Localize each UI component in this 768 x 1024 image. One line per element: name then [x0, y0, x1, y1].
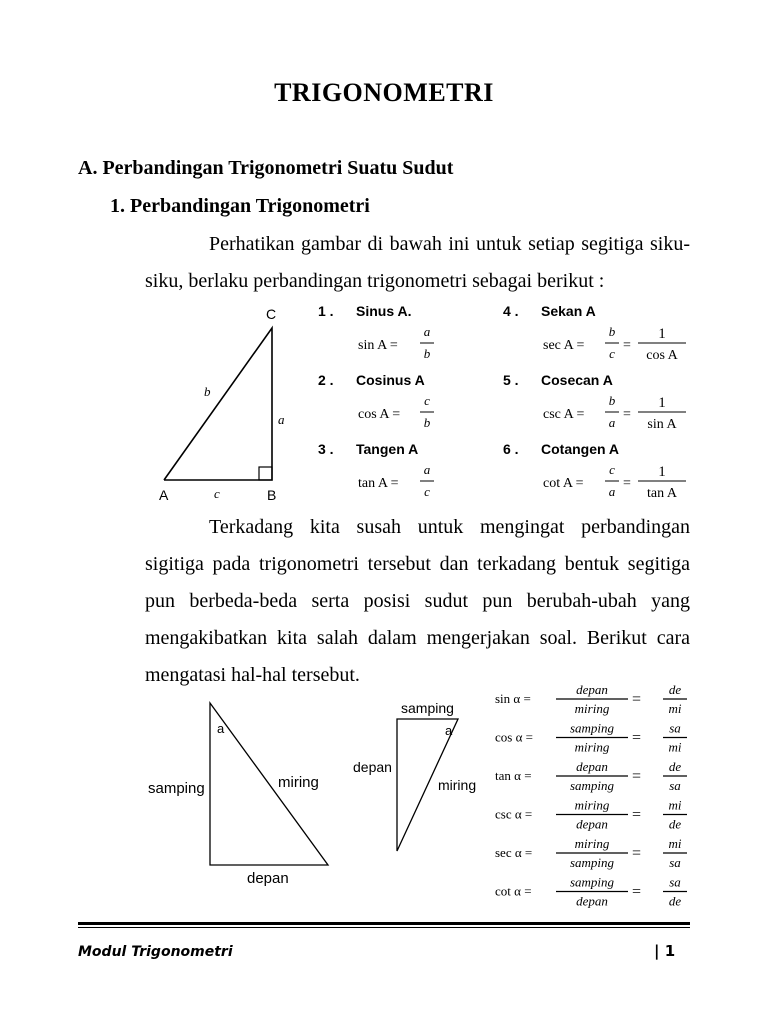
fraction-denominator: depan — [576, 816, 608, 832]
fraction-numerator: de — [668, 759, 682, 774]
ratio-lhs: tan A = — [358, 476, 399, 491]
fraction-numerator: c — [424, 393, 430, 408]
ratio-number: 5 . — [503, 372, 519, 388]
ratio-number: 4 . — [503, 303, 519, 319]
intro-paragraph — [145, 226, 690, 300]
equals-sign: = — [632, 768, 642, 785]
fraction-denominator: de — [668, 816, 682, 832]
depan-label: depan — [353, 759, 392, 775]
alpha-lhs: cot α = — [495, 883, 532, 899]
ratio-number: 1 . — [318, 303, 334, 319]
ratio-lhs: cos A = — [358, 407, 401, 422]
fraction-numerator: mi — [668, 836, 682, 851]
fraction-numerator: a — [423, 462, 431, 477]
alpha-lhs: csc α = — [495, 806, 533, 822]
ratio-lhs: sin A = — [358, 338, 398, 353]
page-number: | 1 — [654, 942, 676, 960]
ratio-lhs: csc A = — [543, 407, 585, 422]
miring-label: miring — [278, 774, 319, 791]
fraction-numerator: miring — [574, 836, 610, 851]
page-title: TRIGONOMETRI — [274, 78, 494, 107]
section-heading-a: A. Perbandingan Trigonometri Suatu Sudut — [78, 157, 454, 179]
fraction-denominator: sa — [669, 778, 681, 793]
side-b-label: b — [204, 384, 211, 399]
fraction-denominator: b — [423, 415, 431, 430]
fraction-denominator: mi — [668, 701, 682, 716]
miring-label: miring — [438, 777, 477, 793]
fraction-numerator: 1 — [658, 464, 666, 480]
fraction-numerator: depan — [576, 682, 608, 697]
fraction-numerator: mi — [668, 797, 682, 813]
fraction-denominator: miring — [574, 701, 610, 716]
equals-sign: = — [632, 883, 642, 901]
ratio-name: Sekan A — [541, 303, 596, 319]
vertex-c-label: C — [266, 306, 277, 322]
fraction-denominator: cos A — [646, 348, 678, 363]
fraction-numerator: sa — [669, 874, 681, 890]
equals-sign: = — [632, 691, 642, 708]
fraction-denominator: c — [424, 484, 430, 499]
fraction-denominator: depan — [576, 893, 608, 909]
ratio-number: 6 . — [503, 441, 519, 457]
alpha-lhs: sin α = — [495, 691, 531, 706]
right-triangle-abc — [150, 300, 300, 510]
fraction-denominator: samping — [569, 778, 615, 793]
alpha-lhs: cos α = — [495, 729, 533, 745]
alpha-ratio-formulas — [492, 680, 702, 915]
samping-label: samping — [148, 780, 205, 797]
fraction-denominator: samping — [569, 855, 615, 870]
ratio-name: Cosecan A — [541, 372, 613, 388]
fraction-denominator: sa — [669, 855, 681, 870]
explanation-paragraph-text: Terkadang kita susah untuk mengingat perbandingan sigitiga pada trigonometri tersebut dan terkadang bentuk segitiga pun berbeda-beda serta posisi sudut pun berubah-ubah yang mengakibatkan kita salah dalam mengerjakan soal. Berikut cara mengatasi hal-hal tersebut. — [145, 516, 690, 686]
fraction-numerator: sa — [669, 720, 681, 736]
fraction-denominator: a — [608, 484, 616, 499]
alpha-lhs: tan α = — [495, 768, 532, 783]
ratio-name: Cotangen A — [541, 441, 620, 457]
fraction-denominator: mi — [668, 739, 682, 755]
equals-sign: = — [623, 476, 631, 491]
fraction-denominator: sin A — [647, 417, 677, 432]
fraction-denominator: a — [608, 415, 616, 430]
footer-rule-thick — [78, 922, 690, 925]
triangle-depan-samping-miring — [345, 695, 485, 865]
fraction-numerator: 1 — [658, 395, 666, 411]
fraction-denominator: c — [609, 346, 615, 361]
fraction-numerator: a — [423, 324, 431, 339]
subsection-heading-1: 1. Perbandingan Trigonometri — [110, 195, 370, 217]
footer-module-title: Modul Trigonometri — [78, 944, 233, 960]
fraction-denominator: de — [668, 893, 682, 909]
angle-label: a — [445, 723, 453, 738]
fraction-denominator: tan A — [647, 486, 677, 501]
ratio-lhs: sec A = — [543, 338, 585, 353]
equals-sign: = — [623, 407, 631, 422]
triangle-samping-miring-depan — [140, 695, 340, 895]
ratio-name: Tangen A — [356, 441, 419, 457]
equals-sign: = — [632, 806, 642, 824]
fraction-numerator: b — [608, 393, 616, 408]
equals-sign: = — [632, 729, 642, 747]
depan-label: depan — [247, 870, 289, 887]
fraction-numerator: b — [608, 324, 616, 339]
ratio-number: 3 . — [318, 441, 334, 457]
fraction-numerator: depan — [576, 759, 608, 774]
equals-sign: = — [632, 845, 642, 862]
fraction-numerator: 1 — [658, 326, 666, 342]
alpha-lhs: sec α = — [495, 845, 533, 860]
samping-label: samping — [401, 700, 454, 716]
ratio-name: Cosinus A — [356, 372, 425, 388]
fraction-numerator: c — [609, 462, 615, 477]
fraction-denominator: b — [423, 346, 431, 361]
vertex-a-label: A — [159, 487, 169, 503]
explanation-paragraph — [145, 509, 690, 694]
vertex-b-label: B — [267, 487, 277, 503]
equals-sign: = — [623, 338, 631, 353]
side-c-label: c — [214, 486, 220, 501]
trig-ratio-definitions — [310, 296, 710, 506]
angle-label: a — [217, 721, 225, 736]
side-a-label: a — [278, 412, 285, 427]
ratio-lhs: cot A = — [543, 476, 584, 491]
fraction-numerator: miring — [574, 797, 610, 813]
fraction-numerator: samping — [569, 720, 615, 736]
intro-paragraph-text: Perhatikan gambar di bawah ini untuk setiap segitiga siku-siku, berlaku perbandingan trigonometri sebagai berikut : — [145, 233, 690, 292]
fraction-numerator: de — [668, 682, 682, 697]
ratio-name: Sinus A. — [356, 303, 412, 319]
fraction-numerator: samping — [569, 874, 615, 890]
ratio-number: 2 . — [318, 372, 334, 388]
fraction-denominator: miring — [574, 739, 610, 755]
footer-rule-thin — [78, 927, 690, 928]
